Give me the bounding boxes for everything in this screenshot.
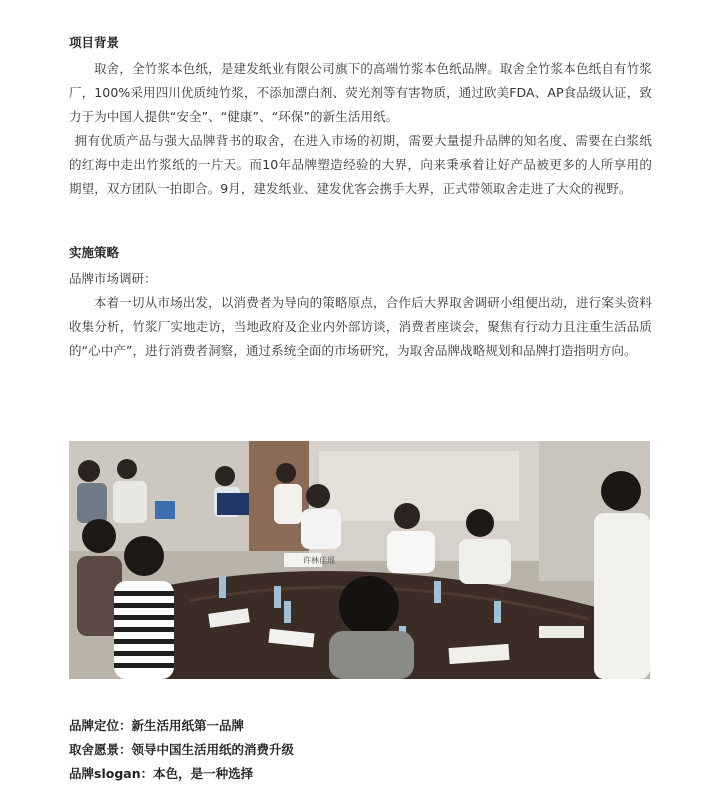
section-background: [69, 34, 652, 201]
section-title-strategy: 实施策略: [69, 245, 120, 260]
table-card-label: 许林佳瑶: [303, 556, 335, 565]
background-paragraph-2: 拥有优质产品与强大品牌背书的取舍，在进入市场的初期，需要大量提升品牌的知名度、需要在白浆纸的红海中走出竹浆纸的一片天。而10年品牌塑造经验的大界，向来秉承着让好产品被更多的人所享用的期望，双方团队一拍即合。9月，建发纸业、建发优客会携手大界，正式带领取舍走进了大众的视野。: [69, 133, 652, 196]
brand-vision: 取舍愿景：领导中国生活用纸的消费升级: [69, 742, 295, 757]
strategy-sub-label: 品牌市场调研：: [69, 271, 157, 286]
brand-slogan: 品牌slogan：本色，是一种选择: [69, 766, 254, 781]
brand-positioning: 品牌定位：新生活用纸第一品牌: [69, 718, 245, 733]
strategy-paragraph: 本着一切从市场出发，以消费者为导向的策略原点，合作后大界取舍调研小组便出动，进行案头资料收集分析，竹浆厂实地走访，当地政府及企业内外部访谈，消费者座谈会，聚焦有行动力且注重生活品质的“心中产”，进行消费者洞察，通过系统全面的市场研究，为取舍品牌战略规划和品牌打造指明方向。: [69, 295, 652, 358]
brand-slogans: [69, 714, 652, 786]
meeting-photo: [69, 441, 650, 679]
background-paragraph-1: 取舍，全竹浆本色纸，是建发纸业有限公司旗下的高端竹浆本色纸品牌。取舍全竹浆本色纸自有竹浆厂，100%采用四川优质纯竹浆，不添加漂白剂、荧光剂等有害物质，通过欧美FDA、AP食品级认证，致力于为中国人提供“安全”、“健康”、“环保”的新生活用纸。: [69, 61, 652, 124]
section-strategy: [69, 244, 652, 363]
section-title-background: 项目背景: [69, 35, 120, 50]
